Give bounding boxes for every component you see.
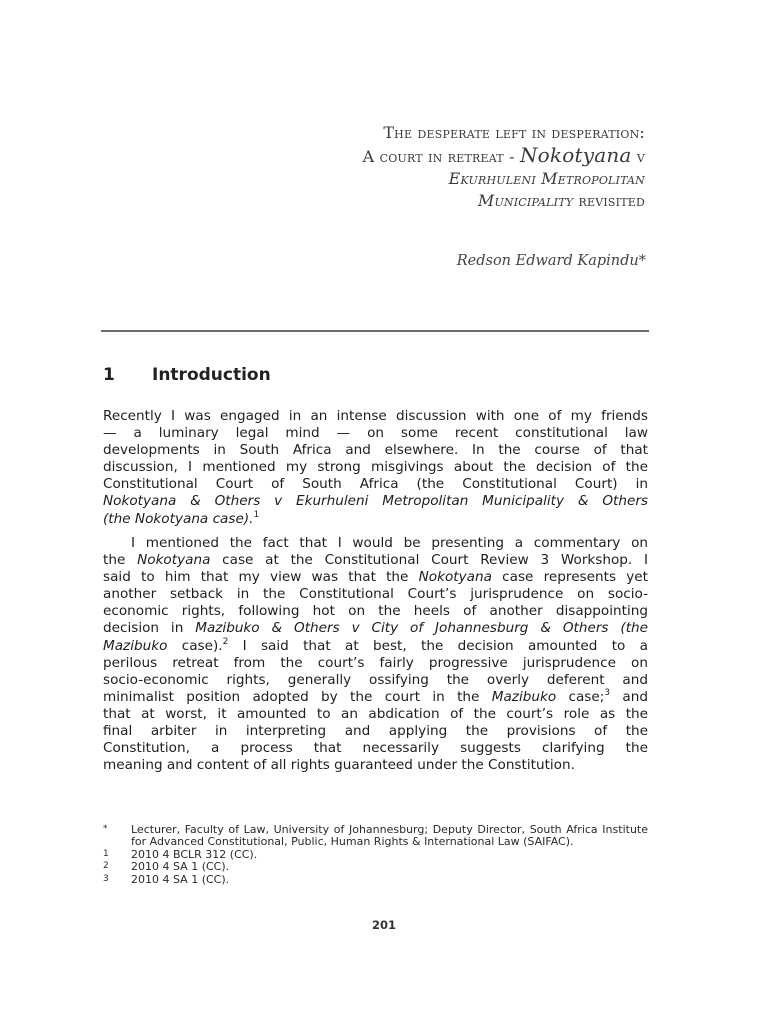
p1-line-7: [103, 511, 648, 528]
footnote-item: [103, 824, 648, 849]
section-number: 1: [103, 365, 115, 385]
title-divider: [101, 330, 649, 332]
page-number: 201: [371, 918, 396, 932]
paragraph-1: [103, 408, 648, 528]
section-title: Introduction: [152, 365, 271, 385]
title-line-2-a: A court in retreat -: [362, 147, 520, 166]
footnote-ref-2[interactable]: 2: [222, 636, 229, 647]
p1-case-short: (the Nokotyana case).: [103, 510, 254, 527]
p1-line-3: developments in South Africa and elsewhere. In the course of that: [103, 442, 648, 459]
footnote-item: [103, 861, 648, 873]
footnote-text: Lecturer, Faculty of Law, University of Johannesburg; Deputy Director, South Africa Institute for Advanced Constitutional, Public, Human Rights & International Law (SAIFAC).: [131, 823, 648, 849]
footnote-text: 2010 4 BCLR 312 (CC).: [131, 847, 258, 861]
p2-line-13: Constitution, a process that necessarily suggests clarifying the: [103, 740, 648, 757]
p1-case-citation: Nokotyana & Others v Ekurhuleni Metropolitan Municipality & Others: [103, 493, 648, 510]
p2-line-5: economic rights, following hot on the heels of another disappointing: [103, 603, 648, 620]
title-line-3: [200, 168, 645, 190]
p2-line-10: minimalist position adopted by the court in the Mazibuko case;$^3$ and: [103, 687, 648, 705]
p2-line-2: the Nokotyana case at the Constitutional Court Review 3 Workshop. I: [103, 552, 649, 569]
p2-line-8: perilous retreat from the court’s fairly progressive jurisprudence on: [103, 654, 648, 671]
footnotes: [103, 824, 648, 886]
footnote-item: [103, 874, 648, 886]
footnote-ref-3[interactable]: 3: [604, 687, 611, 698]
p2-line-3: said to him that my view was that the Nokotyana case represents yet: [103, 569, 648, 586]
p2-line-7: Mazibuko case).$^2$ I said that at best, the decision amounted to a: [103, 636, 648, 654]
title-line-1: The desperate left in desperation:: [383, 123, 645, 142]
title-line-4: [200, 190, 645, 212]
p2-line-6: decision in Mazibuko & Others v City of Johannesburg & Others (the: [103, 620, 648, 637]
paragraph-2: [103, 535, 648, 774]
p1-line-2: — a luminary legal mind — on some recent constitutional law: [103, 425, 648, 442]
p2-line-9: socio-economic rights, generally ossifying the overly deferent and: [103, 671, 648, 688]
p1-line-1: Recently I was engaged in an intense discussion with one of my friends: [103, 408, 648, 424]
footnote-mark: 1: [103, 848, 109, 859]
title-line-2: [200, 144, 645, 168]
footnote-mark: 3: [103, 873, 109, 884]
title-line-4-a: Municipality: [477, 191, 574, 210]
p2-line-14: meaning and content of all rights guaranteed under the Constitution.: [103, 757, 575, 774]
p1-line-5: Constitutional Court of South Africa (the Constitutional Court) in: [103, 476, 648, 493]
title-line-2-case: Nokotyana: [519, 143, 632, 167]
footnote-text: 2010 4 SA 1 (CC).: [131, 860, 230, 874]
p2-line-12: final arbiter in interpreting and applying the provisions of the: [103, 723, 648, 740]
p2-line-4: another setback in the Constitutional Court’s jurisprudence on socio-: [103, 586, 648, 603]
title-line-3-text: Ekurhuleni Metropolitan: [448, 169, 645, 188]
footnote-ref-1[interactable]: 1: [253, 509, 260, 520]
footnote-mark: *: [103, 824, 108, 834]
section-heading: [103, 365, 271, 385]
footnote-text: 2010 4 SA 1 (CC).: [131, 872, 230, 886]
article-title: [200, 122, 645, 212]
p1-line-4: discussion, I mentioned my strong misgivings about the decision of the: [103, 459, 648, 476]
footnote-mark: 2: [103, 861, 109, 872]
author-name: Redson Edward Kapindu*: [456, 253, 646, 269]
p1-line-6: [103, 493, 648, 510]
title-line-4-b: revisited: [573, 191, 645, 210]
p2-line-11: that at worst, it amounted to an abdication of the court’s role as the: [103, 705, 648, 722]
title-line-2-v: v: [631, 147, 645, 166]
p2-line-1: I mentioned the fact that I would be presenting a commentary on: [131, 535, 648, 551]
